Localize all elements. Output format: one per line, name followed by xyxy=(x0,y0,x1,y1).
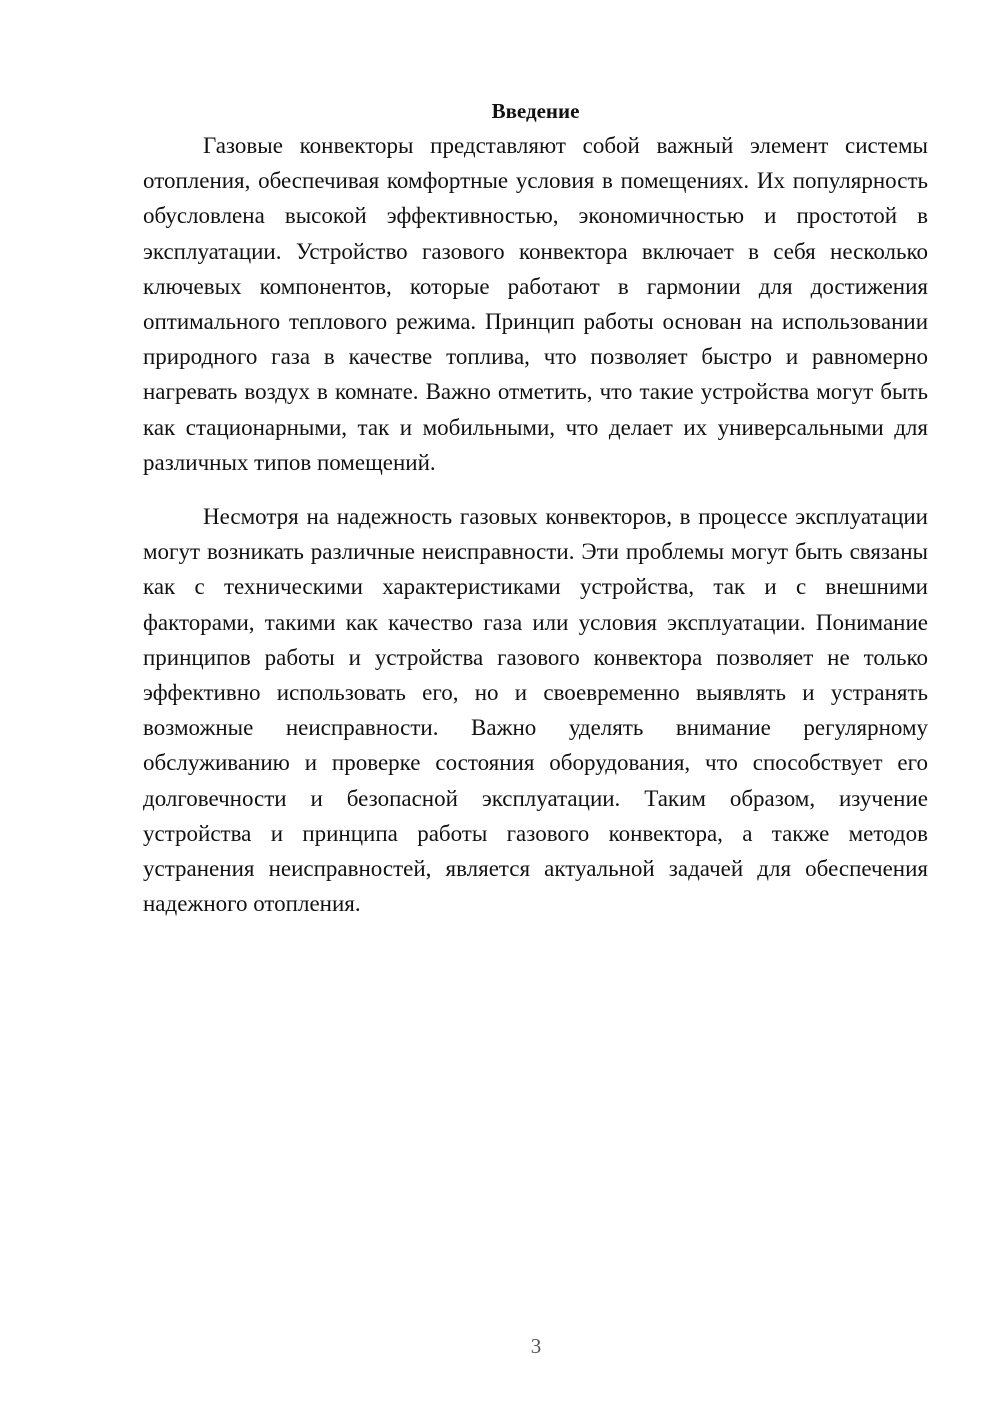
document-body xyxy=(143,96,928,921)
paragraph-2: Несмотря на надежность газовых конвекторов, в процессе эксплуатации могут возникать различные неисправности. Эти проблемы могут быть связаны как с техническими характеристиками устройства, так и с внешними факторами, такими как качество газа или условия эксплуатации. Понимание принципов работы и устройства газового конвектора позволяет не только эффективно использовать его, но и своевременно выявлять и устранять возможные неисправности. Важно уделять внимание регулярному обслуживанию и проверке состояния оборудования, что способствует его долговечности и безопасной эксплуатации. Таким образом, изучение устройства и принципа работы газового конвектора, а также методов устранения неисправностей, является актуальной задачей для обеспечения надежного отопления. xyxy=(143,504,928,917)
section-heading: Введение xyxy=(491,99,580,123)
page-number: 3 xyxy=(530,1334,542,1358)
paragraph-1: Газовые конвекторы представляют собой важный элемент системы отопления, обеспечивая комфортные условия в помещениях. Их популярность обусловлена высокой эффективностью, экономичностью и простотой в эксплуатации. Устройство газового конвектора включает в себя несколько ключевых компонентов, которые работают в гармонии для достижения оптимального теплового режима. Принцип работы основан на использовании природного газа в качестве топлива, что позволяет быстро и равномерно нагревать воздух в комнате. Важно отметить, что такие устройства могут быть как стационарными, так и мобильными, что делает их универсальными для различных типов помещений. xyxy=(143,133,928,475)
